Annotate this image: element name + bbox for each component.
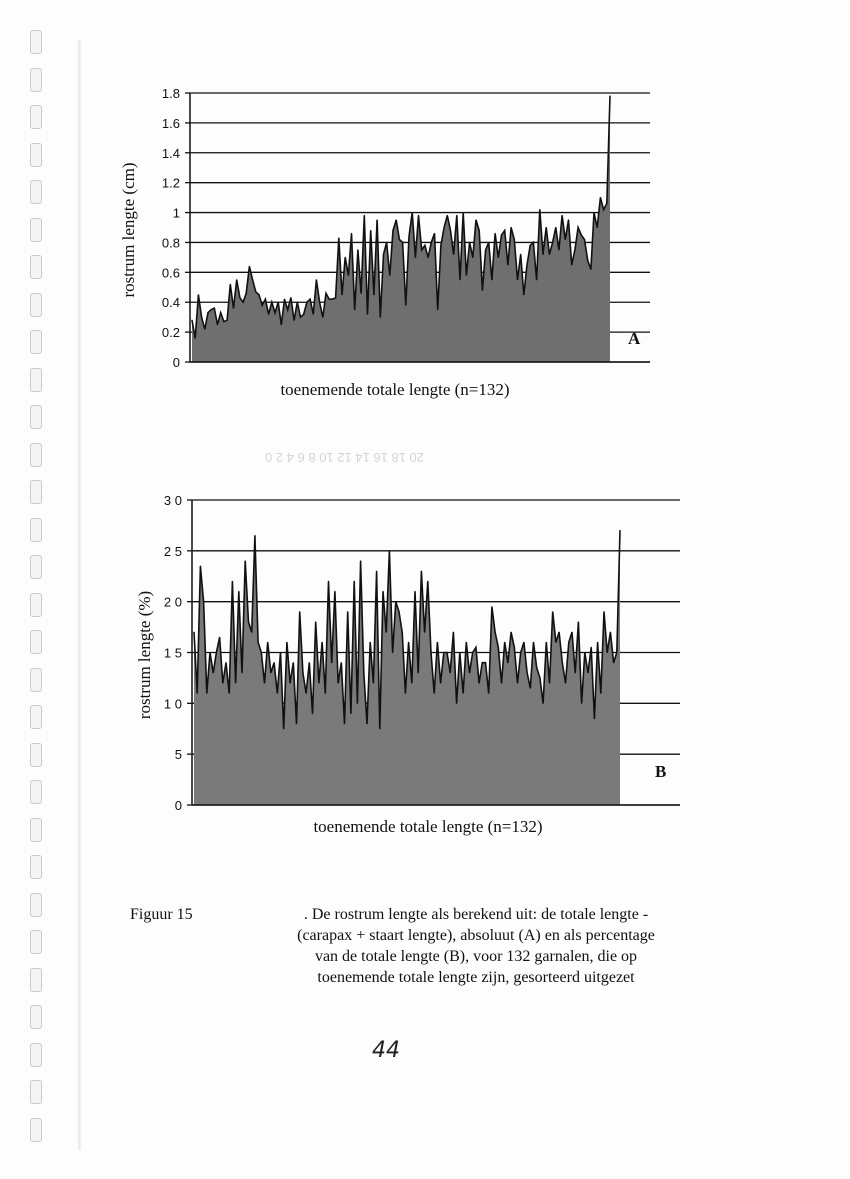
data-point [238, 591, 239, 592]
data-point [434, 693, 435, 694]
data-point [395, 601, 396, 602]
data-point [440, 682, 441, 683]
data-point [418, 672, 419, 673]
data-point [581, 703, 582, 704]
data-point [584, 652, 585, 653]
y-tick-label: 1 5 [163, 645, 182, 661]
data-point [382, 591, 383, 592]
data-point [232, 581, 233, 582]
x-axis-label: toenemende totale lengte (n=132) [280, 380, 510, 399]
data-point [312, 713, 313, 714]
data-point [587, 672, 588, 673]
data-point [546, 642, 547, 643]
binding-ring [30, 1118, 42, 1142]
y-tick-label: 5 [174, 747, 182, 763]
data-point [603, 611, 604, 612]
data-point [251, 632, 252, 633]
data-point [549, 682, 550, 683]
data-point [306, 693, 307, 694]
data-point [543, 703, 544, 704]
data-point [200, 566, 201, 567]
data-point [193, 632, 194, 633]
y-tick-label: 0.2 [161, 325, 180, 341]
data-point [613, 662, 614, 663]
data-point [229, 693, 230, 694]
data-point [488, 693, 489, 694]
data-point [475, 647, 476, 648]
data-point [209, 652, 210, 653]
data-point [315, 621, 316, 622]
data-point [571, 632, 572, 633]
data-point [203, 601, 204, 602]
y-tick-label: 1 [172, 205, 180, 221]
binding-ring [30, 968, 42, 992]
data-point [453, 632, 454, 633]
data-point [575, 672, 576, 673]
data-point [430, 652, 431, 653]
data-point [610, 632, 611, 633]
caption-line-3: van de totale lengte (B), voor 132 garnalen, die op [314, 948, 638, 965]
y-tick-label: 0 [172, 355, 180, 370]
data-point [443, 652, 444, 653]
y-axis-label: rostrum lengte (cm) [119, 162, 138, 298]
data-point [296, 723, 297, 724]
data-point [514, 647, 515, 648]
data-point [379, 728, 380, 729]
page-number: 44 [372, 1038, 400, 1063]
data-point [318, 682, 319, 683]
data-point [235, 682, 236, 683]
panel-label: B [655, 762, 667, 781]
data-point [197, 693, 198, 694]
data-point [568, 642, 569, 643]
data-point [258, 642, 259, 643]
data-point [267, 642, 268, 643]
data-point [450, 672, 451, 673]
data-point [370, 642, 371, 643]
data-point [392, 652, 393, 653]
data-point [322, 642, 323, 643]
data-point [286, 642, 287, 643]
data-point [248, 621, 249, 622]
data-point [222, 682, 223, 683]
data-point [245, 560, 246, 561]
data-point [424, 632, 425, 633]
data-point [376, 571, 377, 572]
data-point [411, 682, 412, 683]
data-point [485, 662, 486, 663]
data-point [373, 682, 374, 683]
data-point [347, 611, 348, 612]
data-point [261, 652, 262, 653]
y-tick-label: 0.4 [161, 295, 180, 311]
data-point [398, 611, 399, 612]
data-point [600, 693, 601, 694]
data-point [559, 632, 560, 633]
data-point [274, 662, 275, 663]
data-point [619, 530, 620, 531]
data-point [299, 611, 300, 612]
data-point [482, 662, 483, 663]
data-point [354, 581, 355, 582]
data-point [421, 571, 422, 572]
data-point [344, 723, 345, 724]
bleed-through-text: 20 18 16 14 12 10 8 6 4 2 0 [265, 450, 425, 465]
data-point [530, 688, 531, 689]
y-tick-label: 1.6 [161, 115, 180, 131]
data-point [280, 652, 281, 653]
data-point [495, 632, 496, 633]
data-point [507, 662, 508, 663]
data-point [309, 662, 310, 663]
data-point [225, 662, 226, 663]
binding-ring [30, 1043, 42, 1067]
data-point [386, 632, 387, 633]
y-tick-label: 3 0 [163, 493, 182, 508]
data-point [523, 642, 524, 643]
data-point [363, 672, 364, 673]
data-point [325, 693, 326, 694]
data-point [527, 672, 528, 673]
data-point [511, 632, 512, 633]
data-point [331, 662, 332, 663]
y-tick-label: 1.8 [161, 86, 180, 101]
data-point [504, 642, 505, 643]
data-point [565, 682, 566, 683]
data-point [479, 682, 480, 683]
data-point [597, 642, 598, 643]
data-point [293, 662, 294, 663]
data-point [463, 693, 464, 694]
y-axis-label: rostrum lengte (%) [135, 590, 154, 720]
data-point [591, 647, 592, 648]
data-point [616, 652, 617, 653]
data-point [536, 667, 537, 668]
data-point [491, 606, 492, 607]
data-point [277, 693, 278, 694]
data-point [414, 591, 415, 592]
data-point [254, 535, 255, 536]
data-point [360, 560, 361, 561]
data-point [270, 672, 271, 673]
data-point [389, 550, 390, 551]
caption-line-1: . De rostrum lengte als berekend uit: de totale lengte - [303, 906, 649, 923]
data-point [290, 682, 291, 683]
data-point [402, 632, 403, 633]
data-point [216, 652, 217, 653]
data-point [405, 693, 406, 694]
data-point [501, 682, 502, 683]
binding-ring [30, 1080, 42, 1104]
data-point [283, 728, 284, 729]
caption-line-4: toenemende totale lengte zijn, gesorteerd uitgezet [317, 969, 635, 986]
data-point [555, 642, 556, 643]
data-point [350, 713, 351, 714]
data-point [446, 652, 447, 653]
data-point [437, 642, 438, 643]
y-tick-label: 0.6 [161, 265, 180, 281]
data-point [539, 677, 540, 678]
data-point [219, 637, 220, 638]
y-tick-label: 2 0 [163, 594, 182, 610]
data-point [408, 642, 409, 643]
caption-line-2: (carapax + staart lengte), absoluut (A) en als percentage [297, 927, 655, 944]
y-tick-label: 1 0 [163, 696, 182, 712]
caption-lead: Figuur 15 [130, 906, 193, 923]
data-point [338, 682, 339, 683]
data-point [533, 642, 534, 643]
data-point [562, 662, 563, 663]
data-point [213, 672, 214, 673]
data-point [466, 642, 467, 643]
data-point [552, 611, 553, 612]
y-tick-label: 0 [174, 798, 182, 813]
data-point [469, 672, 470, 673]
data-point [427, 581, 428, 582]
y-tick-label: 0.8 [161, 235, 180, 251]
x-axis-label: toenemende totale lengte (n=132) [313, 817, 543, 836]
data-point [459, 652, 460, 653]
data-point [498, 647, 499, 648]
data-point [334, 591, 335, 592]
data-point [472, 652, 473, 653]
data-point [520, 652, 521, 653]
data-point [594, 718, 595, 719]
data-point [607, 652, 608, 653]
data-point [357, 703, 358, 704]
panel-label: A [628, 329, 641, 348]
data-point [578, 621, 579, 622]
data-point [241, 672, 242, 673]
y-tick-label: 1.2 [161, 175, 180, 191]
data-point [341, 662, 342, 663]
binding-ring [30, 1005, 42, 1029]
caption-body [226, 904, 726, 988]
data-point [517, 682, 518, 683]
y-tick-label: 2 5 [163, 543, 182, 559]
data-point [264, 682, 265, 683]
binding-ring [30, 930, 42, 954]
data-point [302, 672, 303, 673]
y-tick-label: 1.4 [161, 145, 180, 161]
data-point [206, 693, 207, 694]
data-point [366, 723, 367, 724]
data-point [456, 703, 457, 704]
data-point [328, 581, 329, 582]
